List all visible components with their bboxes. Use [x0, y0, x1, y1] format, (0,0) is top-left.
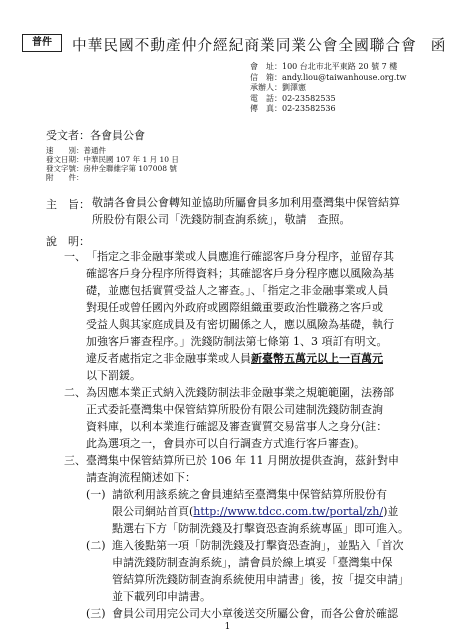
item1-line: 「指定之非金融事業或人員應進行確認客戶身分程序，並留存其 [86, 250, 394, 263]
item3-line: 臺灣集中保管結算所已於 106 年 11 月開放提供查詢，茲針對申 [86, 454, 399, 467]
meta-speed: 速 別：普通件 [46, 146, 106, 155]
sub3-line: 會員公司用完公司大小章後送交所屬公會，而各公會於確認 [112, 607, 398, 620]
subitem-marker: (二) [86, 539, 106, 552]
item2-line: 資料庫，以利本業進行確認及審查實質交易當事人之身分(註： [86, 420, 388, 433]
contact-email: 信 箱：andy.liou@taiwanhouse.org.tw [250, 72, 407, 82]
subject-line: 所股份有限公司「洗錢防制查詢系統」，敬請 查照。 [92, 213, 351, 226]
document-class-stamp: 普件 [22, 34, 62, 52]
sub2-line: 進入後點第一項「防制洗錢及打擊資恐查詢」，並點入「首次 [112, 539, 404, 552]
item-marker: 一、 [64, 250, 86, 263]
item2-line: 此為選項之一，會員亦可以自行調查方式進行客戶審查)。 [86, 437, 366, 450]
issuing-organization [72, 34, 446, 55]
item1-line: 對現任或曾任國內外政府或國際組織重要政治性職務之客戶或 [86, 301, 383, 314]
explanation-label: 說 明： [46, 235, 90, 248]
sub2-line: 並下載列印申請書。 [112, 590, 211, 603]
item-marker: 三、 [64, 454, 86, 467]
sub2-line: 申請洗錢防制查詢系統」，請會員於線上填妥「臺灣集中保 [112, 556, 393, 569]
contact-person: 承辦人：劉澤憲 [250, 83, 306, 92]
penalty-text: 違反者處指定之非金融事業或人員 [86, 352, 251, 365]
sub1-text: 限公司網站首頁( [112, 505, 194, 518]
item1-penalty-line [86, 350, 383, 367]
tdcc-portal-link[interactable]: http://www.tdcc.com.tw/portal/zh/ [193, 505, 384, 518]
contact-phone: 電 話：02-23582535 [250, 93, 336, 103]
contact-address: 會 址：100 台北市北平東路 20 號 7 樓 [250, 62, 398, 71]
penalty-amount: 新臺幣五萬元以上一百萬元 [251, 352, 383, 365]
meta-doc-number: 發文字號：房仲全聯維字第 107008 號 [46, 164, 177, 173]
meta-date: 發文日期：中華民國 107 年 1 月 10 日 [46, 155, 179, 164]
item-marker: 二、 [64, 386, 86, 399]
item1-line: 礎，並應包括實質受益人之審查。」、「指定之非金融事業或人員 [86, 284, 389, 297]
item1-line: 受益人與其家庭成員及有密切關係之人，應以風險為基礎，執行 [86, 318, 394, 331]
subject-line: 敬請各會員公會轉知並協助所屬會員多加利用臺灣集中保管結算 [92, 196, 400, 209]
document-type: 函 [430, 37, 447, 54]
meta-attachment: 附 件： [46, 173, 84, 182]
subject-label: 主 旨： [46, 198, 90, 211]
subitem-marker: (三) [86, 607, 106, 620]
item3-line: 請查詢流程簡述如下： [86, 471, 196, 484]
recipient: 受文者：各會員公會 [46, 129, 145, 142]
sub1-text: )並 [383, 505, 399, 518]
item2-line: 為因應本業正式納入洗錢防制法非金融事業之規範範圍，法務部 [86, 386, 394, 399]
item1-line: 以下罰鍰。 [86, 369, 141, 382]
sub1-line: 請欲利用該系統之會員連結至臺灣集中保管結算所股份有 [112, 488, 387, 501]
sub1-url-line [112, 503, 398, 520]
contact-fax: 傳 真：02-23582536 [250, 104, 336, 113]
item1-line: 加強客戶審查程序。」洗錢防制法第七條第 1、3 項訂有明文。 [86, 335, 388, 348]
item2-line: 正式委託臺灣集中保管結算所股份有限公司建制洗錢防制查詢 [86, 403, 383, 416]
subitem-marker: (一) [86, 488, 106, 501]
item1-line: 確認客戶身分程序所得資料；其確認客戶身分程序應以風險為基 [86, 267, 394, 280]
sub2-line: 管結算所洗錢防制查詢系統使用申請書」後，按「提交申請」 [112, 573, 409, 586]
page-number: 1 [224, 622, 231, 632]
sub1-line: 點選右下方「防制洗錢及打擊資恐查詢系統專區」即可進入。 [112, 522, 409, 535]
organization-name: 中華民國不動產仲介經紀商業同業公會全國聯合會 [72, 37, 417, 54]
